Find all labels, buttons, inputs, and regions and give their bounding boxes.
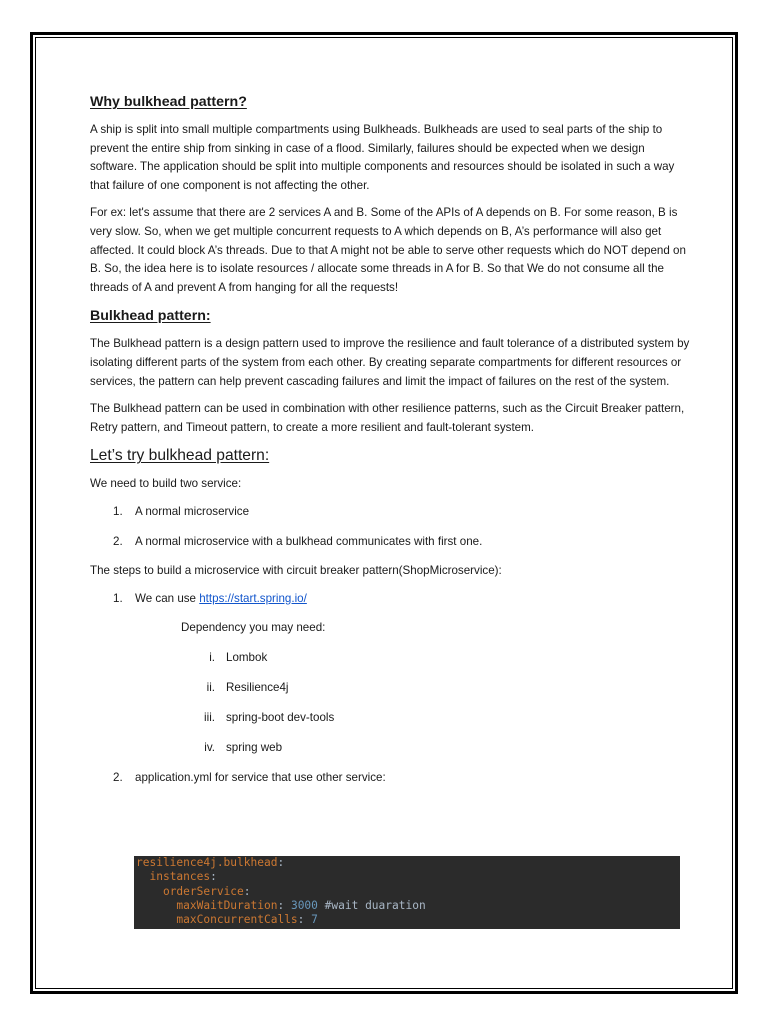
steps-list-continued [90,769,690,788]
paragraph-steps-intro: The steps to build a microservice with circuit breaker pattern(ShopMicroservice): [90,564,502,578]
code-key: resilience4j.bulkhead [136,856,278,869]
steps-list [90,590,690,609]
list-item: i. Lombok [209,650,268,664]
list-item: 2. A normal microservice with a bulkhead communicates with first one. [113,534,483,548]
paragraph-services-intro: We need to build two service: [90,477,242,491]
services-list [90,503,690,551]
dependencies-list [90,649,690,758]
code-value: 7 [311,913,318,927]
spring-initializr-link[interactable]: https://start.spring.io/ [199,591,307,605]
list-item: 1. We can use https://start.spring.io/ [113,591,307,605]
dependency-label: Dependency you may need: [181,621,326,635]
list-item: 1. A normal microservice [113,504,250,518]
code-key: instances [149,870,211,884]
paragraph-ship-analogy: A ship is split into small multiple compartments using Bulkheads. Bulkheads are used to seal parts of the ship to prevent the entire ship from sinking in case of a flood. Similarly, failures should be expected when we design software. The application should be split into multiple components and resources should be isolated in such a way that failure of one component is not affecting the other. [90,123,675,192]
code-value: 3000 [290,898,318,912]
list-item: 2. application.yml for service that use other service: [113,770,386,784]
heading-bulkhead-pattern: Bulkhead pattern: [90,308,211,325]
list-item: iii. spring-boot dev-tools [204,710,335,724]
list-item: iv. spring web [204,740,283,754]
list-item: ii. Resilience4j [206,680,289,694]
heading-why-bulkhead: Why bulkhead pattern? [90,94,247,110]
heading-lets-try: Let’s try bulkhead pattern: [90,447,270,465]
code-block-application-yml: resilience4j.bulkhead: instances: orderService: maxWaitDuration: 3000 #wait duaration maxConcurrentCalls: 7 [134,856,680,929]
paragraph-pattern-definition: The Bulkhead pattern is a design pattern used to improve the resilience and fault tolerance of a distributed system by isolating different parts of the system from each other. By creating separate compartments for different resources or services, the pattern can help prevent cascading failures and limit the impact of failures on the rest of the system. [90,337,690,388]
code-key: orderService [162,884,244,898]
code-key: maxWaitDuration [176,898,278,912]
code-key: maxConcurrentCalls [176,913,298,927]
document-body [90,92,690,798]
code-comment: #wait duaration [324,898,426,912]
paragraph-example: For ex: let's assume that there are 2 services A and B. Some of the APIs of A depends on B. For some reason, B is very slow. So, when we get multiple concurrent requests to A which depends on B, A’s performance will also get affected. It could block A’s threads. Due to that A might not be able to serve other requests which do NOT depend on B. So, the idea here is to isolate resources / allocate some threads in A for B. So that We do not consume all the threads of A and prevent A from hanging for all the requests! [90,206,686,294]
paragraph-pattern-combination: The Bulkhead pattern can be used in combination with other resilience patterns, such as the Circuit Breaker pattern, Retry pattern, and Timeout pattern, to create a more resilient and fault-tolerant system. [90,402,685,434]
